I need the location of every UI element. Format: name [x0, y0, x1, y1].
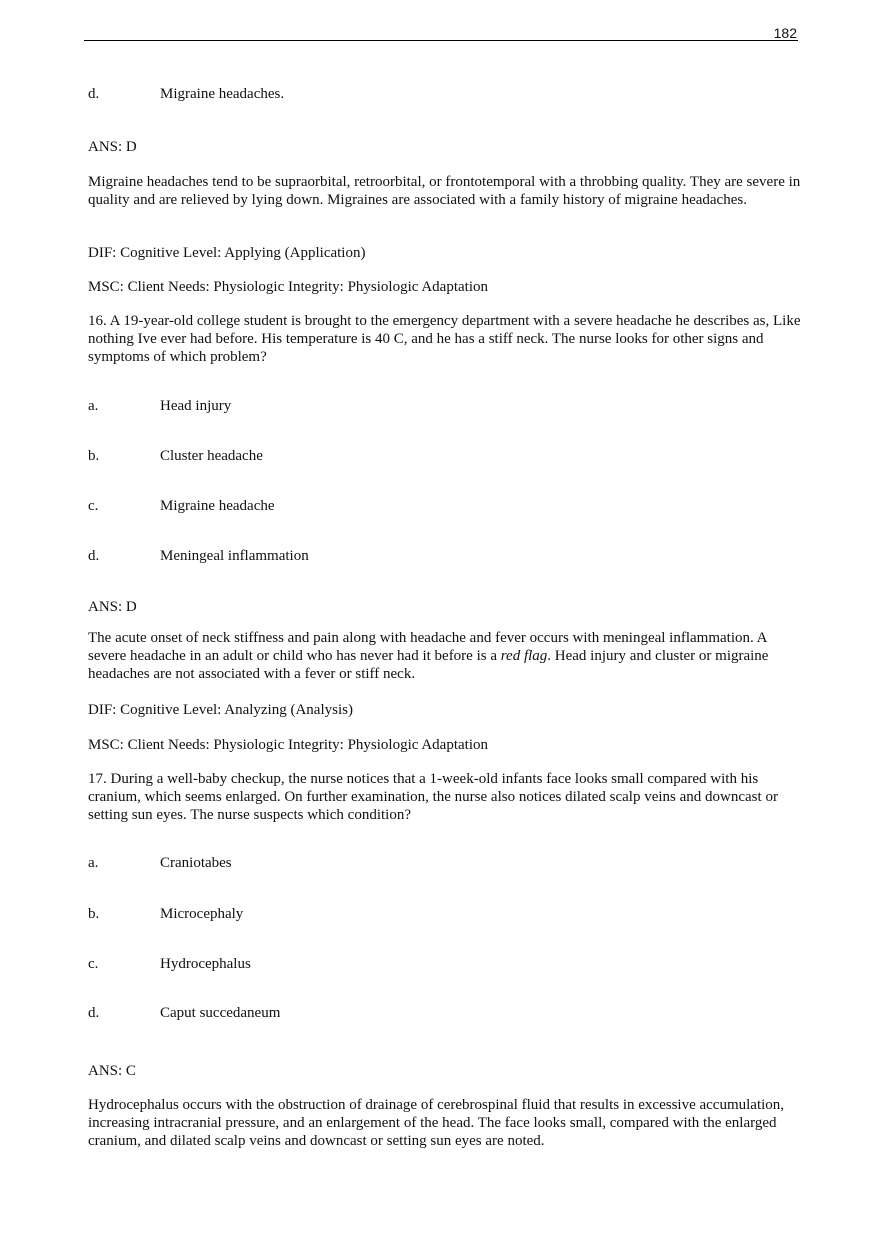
client-needs: MSC: Client Needs: Physiologic Integrity: Physiologic Adaptation [88, 737, 488, 753]
option-letter: c. [88, 498, 99, 514]
option-letter: d. [88, 1005, 100, 1021]
option-letter: c. [88, 956, 99, 972]
client-needs: MSC: Client Needs: Physiologic Integrity: Physiologic Adaptation [88, 279, 488, 295]
option-text: Craniotabes [160, 855, 232, 871]
option-letter: d. [88, 548, 100, 564]
answer-key: ANS: D [88, 139, 137, 155]
question-stem: 16. A 19-year-old college student is brought to the emergency department with a severe headache he describes as, Like nothing Ive ever had before. His temperature is 40 C, and he has a stiff neck. The nurse looks for other signs and symptoms of which problem? [88, 313, 801, 365]
option-letter: b. [88, 448, 100, 464]
rationale-text: The acute onset of neck stiffness and pain along with headache and fever occurs with meningeal inflammation. A severe headache in an adult or child who has never had it before is a [88, 630, 767, 664]
option-text: Head injury [160, 398, 232, 414]
option-text: Microcephaly [160, 906, 244, 922]
answer-key: ANS: C [88, 1063, 136, 1079]
rationale-text: . Head injury and cluster or migraine headaches are not associated with a fever or stiff neck. [88, 648, 769, 682]
option-text: Hydrocephalus [160, 956, 251, 972]
option-text: Meningeal inflammation [160, 548, 309, 564]
option-letter: a. [88, 855, 99, 871]
header-rule [84, 40, 798, 41]
rationale [88, 629, 802, 683]
option-letter: a. [88, 398, 99, 414]
difficulty: DIF: Cognitive Level: Applying (Application) [88, 245, 366, 261]
option-text: Caput succedaneum [160, 1005, 281, 1021]
option-text: Migraine headaches. [160, 86, 285, 102]
answer-key: ANS: D [88, 599, 137, 615]
rationale: Hydrocephalus occurs with the obstruction of drainage of cerebrospinal fluid that results in excessive accumulation, increasing intracranial pressure, and an enlargement of the head. The face looks small, compared with the enlarged cranium, and dilated scalp veins and downcast or setting sun eyes are noted. [88, 1097, 785, 1149]
question-stem: 17. During a well-baby checkup, the nurse notices that a 1-week-old infants face looks small compared with his cranium, which seems enlarged. On further examination, the nurse also notices dilated scalp veins and downcast or setting sun eyes. The nurse suspects which condition? [88, 771, 778, 823]
option-text: Cluster headache [160, 448, 263, 464]
option-text: Migraine headache [160, 498, 275, 514]
rationale: Migraine headaches tend to be supraorbital, retroorbital, or frontotemporal with a throbbing quality. They are severe in quality and are relieved by lying down. Migraines are associated with a family history of migraine headaches. [88, 174, 801, 208]
difficulty: DIF: Cognitive Level: Analyzing (Analysis) [88, 702, 353, 718]
rationale-emphasis: red flag [500, 648, 548, 664]
option-letter: d. [88, 86, 100, 102]
option-letter: b. [88, 906, 100, 922]
page-number: 182 [773, 25, 797, 41]
